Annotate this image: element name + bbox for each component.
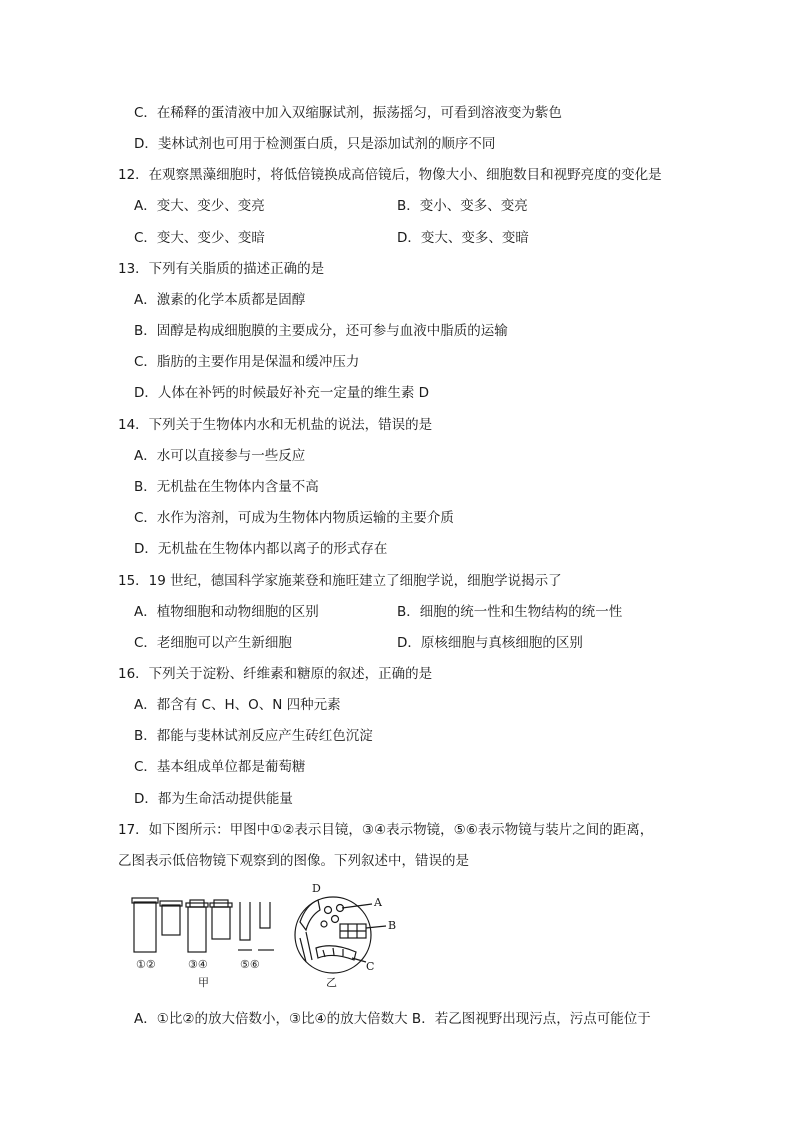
q13-option-b: B．固醇是构成细胞膜的主要成分，还可参与血液中脂质的运输 (134, 323, 508, 339)
cell-group-d (300, 900, 320, 930)
q17-stem-line1: 17．如下图所示：甲图中①②表示目镜，③④表示物镜，⑤⑥表示物镜与装片之间的距离， (118, 822, 654, 838)
cell-a-1 (325, 907, 332, 914)
objective-4-collar (210, 903, 232, 907)
q17-figure (128, 880, 408, 992)
q13-option-a: A．激素的化学本质都是固醇 (134, 292, 306, 308)
q14-stem: 14．下列关于生物体内水和无机盐的说法，错误的是 (118, 417, 433, 433)
objective-4-icon (212, 907, 230, 939)
q12-option-d: D．变大、变多、变暗 (397, 230, 529, 246)
q12-option-b: B．变小、变多、变亮 (397, 198, 528, 214)
q16-option-b: B．都能与斐林试剂反应产生砖红色沉淀 (134, 728, 373, 744)
q13-stem: 13．下列有关脂质的描述正确的是 (118, 261, 325, 277)
q16-option-a: A．都含有 C、H、O、N 四种元素 (134, 697, 341, 713)
distance-6-icon (260, 902, 270, 928)
cell-a-4 (321, 921, 327, 927)
eyepiece-2-icon (162, 905, 180, 935)
label-eyepieces: ①② (136, 958, 156, 971)
q12-option-c: C．变大、变少、变暗 (134, 230, 265, 246)
q11-option-c: C．在稀释的蛋清液中加入双缩脲试剂，振荡摇匀，可看到溶液变为紫色 (134, 105, 562, 121)
q17-stem-line2: 乙图表示低倍物镜下观察到的图像。下列叙述中，错误的是 (118, 853, 469, 869)
q14-option-a: A．水可以直接参与一些反应 (134, 448, 306, 464)
q16-option-c: C．基本组成单位都是葡萄糖 (134, 759, 306, 775)
q13-option-c: C．脂肪的主要作用是保温和缓冲压力 (134, 354, 360, 370)
q12-option-a: A．变大、变少、变亮 (134, 198, 265, 214)
label-objectives: ③④ (188, 958, 208, 971)
objective-3-collar (186, 903, 208, 907)
q15-option-b: B．细胞的统一性和生物结构的统一性 (397, 604, 623, 620)
eyepiece-1-icon (134, 902, 156, 952)
label-yi: 乙 (326, 976, 337, 989)
q14-option-b: B．无机盐在生物体内含量不高 (134, 479, 319, 495)
label-distances: ⑤⑥ (240, 958, 260, 971)
q15-option-c: C．老细胞可以产生新细胞 (134, 635, 292, 651)
q11-option-d: D．斐林试剂也可用于检测蛋白质，只是添加试剂的顺序不同 (134, 136, 496, 152)
q17-options-ab: A．①比②的放大倍数小，③比④的放大倍数大 B．若乙图视野出现污点，污点可能位于 (134, 1011, 651, 1027)
q13-option-d: D．人体在补钙的时候最好补充一定量的维生素 D (134, 385, 430, 401)
objective-3-icon (188, 907, 206, 952)
q16-option-d: D．都为生命活动提供能量 (134, 791, 293, 807)
label-b: B (388, 919, 397, 932)
q15-option-a: A．植物细胞和动物细胞的区别 (134, 604, 319, 620)
label-a: A (374, 896, 382, 909)
label-jia: 甲 (198, 976, 209, 989)
cell-region-c (316, 946, 356, 960)
q14-option-c: C．水作为溶剂，可成为生物体内物质运输的主要介质 (134, 510, 454, 526)
q12-stem: 12．在观察黑藻细胞时，将低倍镜换成高倍镜后，物像大小、细胞数目和视野亮度的变化是 (118, 167, 662, 183)
distance-5-icon (240, 902, 250, 940)
q14-option-d: D．无机盐在生物体内都以离子的形式存在 (134, 541, 388, 557)
cell-a-3 (332, 916, 339, 923)
q16-stem: 16．下列关于淀粉、纤维素和糖原的叙述，正确的是 (118, 666, 433, 682)
label-d: D (312, 882, 321, 895)
q15-stem: 15．19 世纪，德国科学家施莱登和施旺建立了细胞学说，细胞学说揭示了 (118, 573, 562, 589)
q15-option-d: D．原核细胞与真核细胞的区别 (397, 635, 583, 651)
label-c: C (366, 960, 375, 973)
